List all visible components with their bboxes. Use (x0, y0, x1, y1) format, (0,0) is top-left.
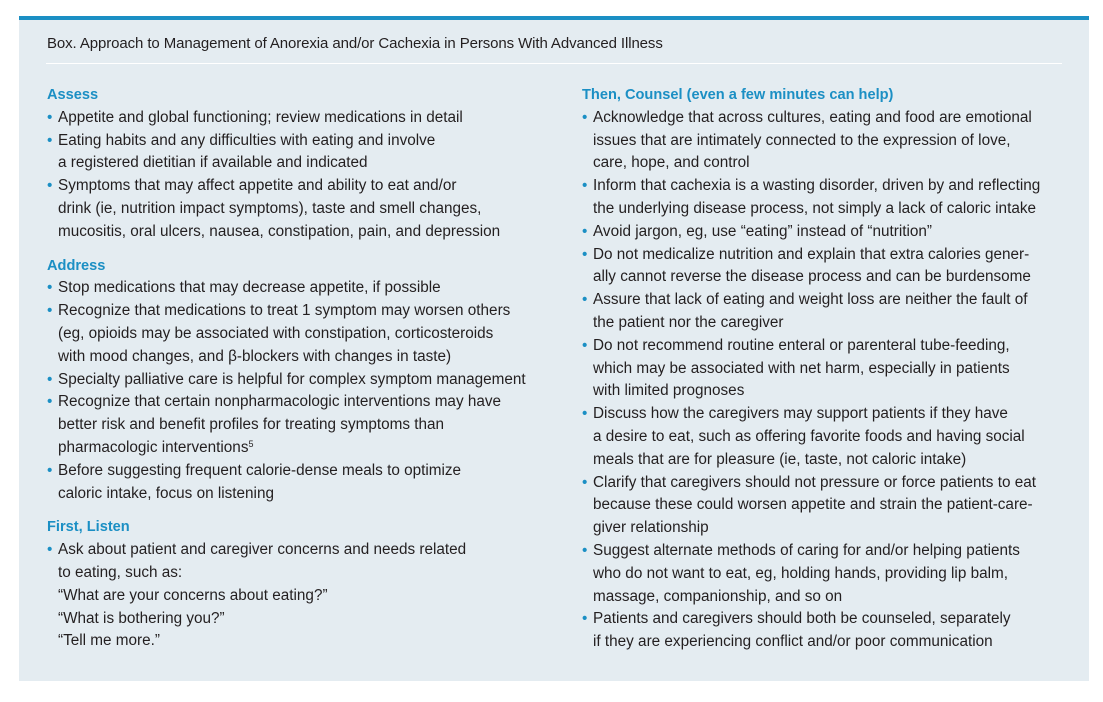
bullet: • (47, 370, 53, 388)
list-item-text (58, 130, 547, 176)
list-item-line: Inform that cachexia is a wasting disorder, driven by and reflecting (593, 177, 1041, 195)
list-item-line: (eg, opioids may be associated with constipation, corticosteroids (58, 324, 494, 342)
list-item-text (593, 403, 1067, 471)
list-item-line: Specialty palliative care is helpful for complex symptom management (58, 370, 526, 388)
bullet: • (582, 177, 588, 195)
reference-superscript: 5 (248, 438, 254, 449)
bullet: • (582, 291, 588, 309)
list-item (582, 221, 1067, 244)
list-item (47, 460, 547, 506)
list-item-line: Patients and caregivers should both be counseled, separately (593, 610, 1011, 628)
list-item-text (58, 391, 547, 459)
listen-heading: First, Listen (47, 519, 130, 536)
counsel-heading: Then, Counsel (even a few minutes can help) (582, 87, 894, 103)
list-item-text (593, 175, 1067, 221)
list-item-line: who do not want to eat, eg, holding hands, providing lip balm, (593, 564, 1008, 582)
list-item (582, 403, 1067, 471)
list-item-line: ally cannot reverse the disease process and can be burdensome (593, 268, 1031, 286)
list-item-line: Assure that lack of eating and weight loss are neither the fault of (593, 291, 1028, 309)
list-item-line: a registered dietitian if available and indicated (58, 154, 368, 172)
bullet: • (47, 177, 53, 195)
list-item (582, 244, 1067, 290)
list-item (582, 472, 1067, 540)
list-item-line: drink (ie, nutrition impact symptoms), taste and smell changes, (58, 199, 482, 217)
bullet: • (47, 541, 53, 559)
list-item-line: which may be associated with net harm, especially in patients (593, 359, 1010, 377)
list-item-line: Avoid jargon, eg, use “eating” instead of “nutrition” (593, 222, 932, 240)
bullet: • (582, 245, 588, 263)
address-heading: Address (47, 257, 106, 274)
list-item-line: to eating, such as: (58, 563, 183, 581)
list-item-line: pharmacologic interventions$^5$ (58, 438, 254, 456)
list-item-text (58, 300, 547, 368)
list-item-line: the underlying disease process, not simply a lack of caloric intake (593, 199, 1036, 217)
bullet: • (47, 302, 53, 320)
list-item-line: with limited prognoses (593, 382, 745, 400)
bullet: • (582, 405, 588, 423)
list-item (47, 107, 547, 130)
list-item-text (58, 539, 547, 585)
list-item (47, 369, 547, 392)
list-item (582, 335, 1067, 403)
list-item-line: Do not recommend routine enteral or parenteral tube-feeding, (593, 336, 1010, 354)
list-item-text (58, 460, 547, 506)
bullet: • (582, 108, 588, 126)
list-item-line: Symptoms that may affect appetite and ability to eat and/or (58, 177, 457, 195)
address-list (47, 277, 547, 505)
title-divider (46, 63, 1062, 64)
list-item (582, 608, 1067, 654)
assess-list (47, 107, 547, 244)
list-item-text (58, 107, 547, 130)
right-column (582, 84, 1067, 654)
box-title: Box. Approach to Management of Anorexia and/or Cachexia in Persons With Advanced Illness (47, 35, 663, 52)
bullet: • (47, 461, 53, 479)
management-box (19, 16, 1089, 681)
list-item-line: because these could worsen appetite and strain the patient-care- (593, 496, 1033, 514)
list-item (582, 107, 1067, 175)
list-item-line: Appetite and global functioning; review medications in detail (58, 108, 463, 126)
list-item-line: Discuss how the caregivers may support patients if they have (593, 405, 1008, 423)
bullet: • (47, 131, 53, 149)
left-column (47, 84, 547, 653)
assess-heading: Assess (47, 87, 99, 103)
list-item (582, 175, 1067, 221)
bullet: • (47, 393, 53, 411)
list-item-text (593, 335, 1067, 403)
list-item-line: issues that are intimately connected to the expression of love, (593, 131, 1011, 149)
list-item (47, 130, 547, 176)
list-item-text (593, 221, 1067, 244)
list-item-line: Eating habits and any difficulties with eating and involve (58, 131, 436, 149)
list-item-text (58, 175, 547, 243)
list-item (47, 175, 547, 243)
list-item-line: care, hope, and control (593, 154, 750, 172)
list-item (47, 300, 547, 368)
list-item-line: massage, companionship, and so on (593, 587, 843, 605)
list-item-line: with mood changes, and β-blockers with changes in taste) (58, 347, 452, 365)
list-item-line: Suggest alternate methods of caring for and/or helping patients (593, 541, 1020, 559)
list-item-line: caloric intake, focus on listening (58, 484, 274, 502)
bullet: • (582, 610, 588, 628)
list-item (582, 540, 1067, 608)
list-item-line: Before suggesting frequent calorie-dense meals to optimize (58, 461, 462, 479)
counsel-list (582, 107, 1067, 654)
list-item-line: Stop medications that may decrease appetite, if possible (58, 279, 441, 297)
list-item-text (593, 540, 1067, 608)
list-item-line: Acknowledge that across cultures, eating and food are emotional (593, 108, 1032, 126)
list-item-line: Recognize that medications to treat 1 symptom may worsen others (58, 302, 511, 320)
example-question: “Tell me more.” (58, 632, 160, 650)
example-question: “What are your concerns about eating?” (58, 586, 328, 604)
list-item (47, 539, 547, 585)
list-item-text (593, 472, 1067, 540)
list-item-line: Ask about patient and caregiver concerns and needs related (58, 541, 467, 559)
list-item-line: Recognize that certain nonpharmacologic interventions may have (58, 393, 502, 411)
list-item-line: mucositis, oral ulcers, nausea, constipation, pain, and depression (58, 222, 501, 240)
list-item-line: meals that are for pleasure (ie, taste, not caloric intake) (593, 450, 967, 468)
bullet: • (582, 473, 588, 491)
example-question: “What is bothering you?” (58, 609, 225, 627)
list-item-text (58, 277, 547, 300)
list-item-line: a desire to eat, such as offering favorite foods and having social (593, 427, 1025, 445)
bullet: • (582, 336, 588, 354)
list-item-line: Do not medicalize nutrition and explain that extra calories gener- (593, 245, 1030, 263)
list-item-line: better risk and benefit profiles for treating symptoms than (58, 416, 445, 434)
bullet: • (47, 108, 53, 126)
bullet: • (582, 541, 588, 559)
list-item-line: Clarify that caregivers should not pressure or force patients to eat (593, 473, 1036, 491)
list-item-text (58, 369, 547, 392)
list-item-line: giver relationship (593, 519, 709, 537)
bullet: • (582, 222, 588, 240)
list-item-line: the patient nor the caregiver (593, 313, 784, 331)
list-item (47, 277, 547, 300)
list-item (582, 289, 1067, 335)
list-item-text (593, 289, 1067, 335)
list-item-text (593, 244, 1067, 290)
list-item-text (593, 608, 1067, 654)
list-item-text (593, 107, 1067, 175)
bullet: • (47, 279, 53, 297)
list-item-line: if they are experiencing conflict and/or poor communication (593, 633, 993, 651)
list-item (47, 391, 547, 459)
